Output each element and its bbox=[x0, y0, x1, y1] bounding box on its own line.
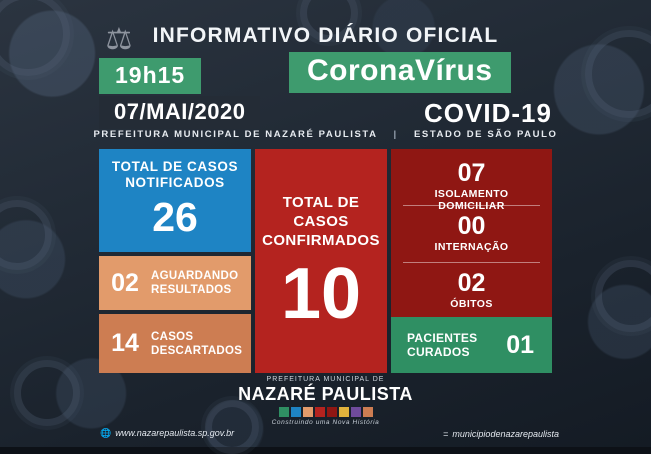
aguardando-label: AGUARDANDO RESULTADOS bbox=[151, 270, 239, 296]
isolamento-value: 07 bbox=[457, 159, 486, 187]
coronavirus-badge: CoronaVírus bbox=[289, 52, 511, 93]
detail-row bbox=[403, 206, 540, 263]
coat-of-arms-icon: ⚖ bbox=[105, 23, 133, 56]
globe-icon: 🌐 bbox=[100, 428, 112, 438]
descartados-value: 14 bbox=[111, 329, 139, 357]
header bbox=[0, 0, 651, 145]
isolamento-label: ISOLAMENTO DOMICILIAR bbox=[434, 188, 509, 212]
facebook-link[interactable] bbox=[443, 429, 559, 439]
footer-logo-squares bbox=[0, 407, 651, 417]
confirmados-value: 10 bbox=[280, 254, 362, 334]
card-total-notificados bbox=[99, 149, 251, 252]
notificados-value: 26 bbox=[152, 194, 198, 240]
internacao-value: 00 bbox=[457, 212, 486, 240]
card-casos-descartados bbox=[99, 314, 251, 373]
card-casos-confirmados bbox=[255, 149, 387, 373]
confirmados-label: TOTAL DE CASOS CONFIRMADOS bbox=[262, 194, 380, 249]
detail-row bbox=[403, 263, 540, 319]
subtitle-separator: | bbox=[393, 129, 398, 140]
virus-decoration-icon bbox=[0, 200, 52, 270]
footer bbox=[0, 376, 651, 447]
entity-name: PREFEITURA MUNICIPAL DE NAZARÉ PAULISTA bbox=[93, 129, 378, 140]
obitos-label: ÓBITOS bbox=[450, 298, 493, 310]
card-detalhes-confirmados bbox=[391, 149, 552, 373]
internacao-label: INTERNAÇÃO bbox=[434, 241, 509, 253]
aguardando-value: 02 bbox=[111, 268, 139, 297]
time-badge: 19h15 bbox=[99, 58, 201, 94]
facebook-handle: municipiodenazarepaulista bbox=[452, 429, 559, 439]
date-badge: 07/MAI/2020 bbox=[99, 96, 260, 129]
state-name: ESTADO DE SÃO PAULO bbox=[413, 129, 558, 140]
stats-panels bbox=[99, 149, 552, 373]
curados-value: 01 bbox=[506, 330, 534, 359]
footer-slogan: Construindo uma Nova História bbox=[271, 419, 380, 426]
footer-prefeitura: PREFEITURA MUNICIPAL DE bbox=[266, 376, 385, 383]
curados-label: PACIENTES CURADOS bbox=[407, 331, 478, 359]
descartados-label: CASOS DESCARTADOS bbox=[151, 330, 243, 357]
website-link[interactable] bbox=[100, 428, 234, 439]
obitos-value: 02 bbox=[457, 269, 486, 297]
virus-decoration-icon bbox=[595, 260, 651, 332]
subtitle-bar bbox=[0, 129, 651, 140]
detail-row bbox=[403, 149, 540, 212]
covid-label: COVID-19 bbox=[424, 98, 552, 128]
footer-city-name: NAZARÉ PAULISTA bbox=[238, 384, 413, 404]
facebook-icon: = bbox=[443, 429, 449, 439]
website-url: www.nazarepaulista.sp.gov.br bbox=[115, 428, 235, 438]
left-column bbox=[99, 149, 251, 373]
card-pacientes-curados bbox=[391, 317, 552, 373]
page-title: INFORMATIVO DIÁRIO OFICIAL bbox=[152, 24, 499, 47]
notificados-label: TOTAL DE CASOS NOTIFICADOS bbox=[111, 159, 239, 190]
card-aguardando-resultados bbox=[99, 256, 251, 310]
